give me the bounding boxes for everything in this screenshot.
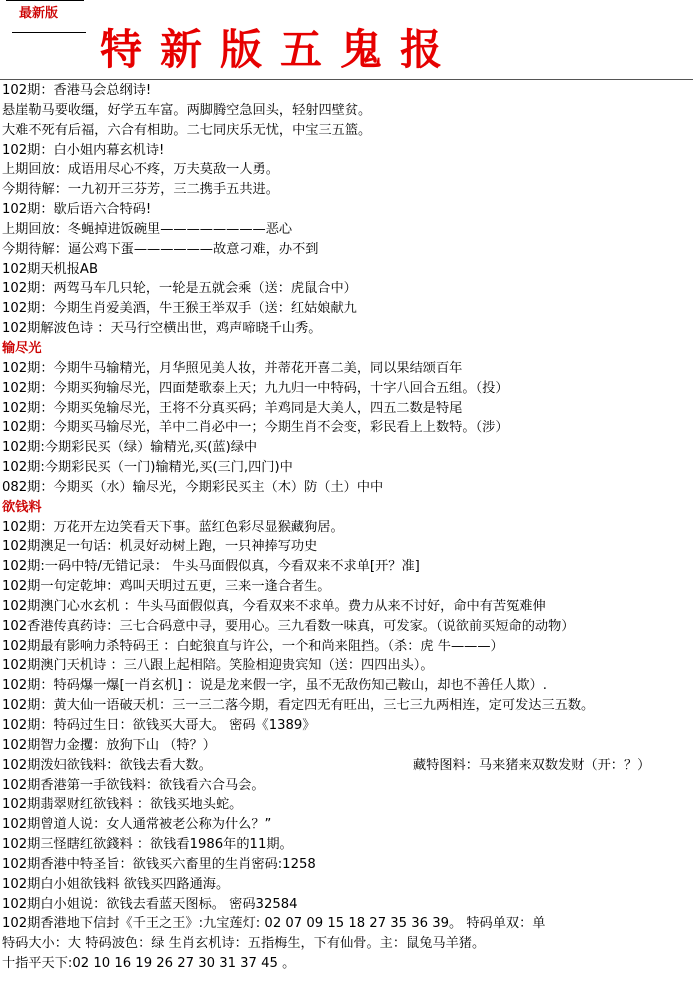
line-text: 102期：今期生肖爱美酒，牛王猴王举双手（送：红姑娘献九: [2, 301, 357, 317]
line-text: 102期：特码爆一爆[一肖玄机] ：说是龙来假一字，虽不无敌伤知己鞍山，却也不善任人欺）.: [2, 678, 547, 694]
line-text: 102期：香港马会总纲诗!: [2, 83, 152, 98]
text-line: [0, 359, 693, 379]
line-text-right: 藏特图料：马来猪来双数发财（开：？）: [413, 757, 651, 773]
line-text: 上期回放：成语用尽心不疼，万夫莫敌一人勇。: [2, 162, 279, 178]
line-text: 102期香港第一手欲钱料：欲钱看六合马会。: [2, 777, 265, 793]
line-text: 102期：今期买马输尽光，羊中二肖必中一；今期生肖不会变，彩民看上上数特。（涉）: [2, 420, 509, 436]
text-line: [0, 577, 693, 597]
text-line: [0, 279, 693, 299]
content-lines: [0, 81, 693, 974]
text-line: [0, 141, 693, 161]
line-text: 102期：今期买狗输尽光，四面楚歌泰上天；九九归一中特码，十字八回合五组。（投）: [2, 380, 509, 396]
line-text: 102期：今期买兔输尽光，王将不分真买码；羊鸡同是大美人，四五二数是特尾: [2, 400, 463, 416]
line-text: 102期：万花开左边笑看天下事。蓝红色彩尽显猴藏狗居。: [2, 519, 344, 535]
line-text: 102期：歇后语六合特码!: [2, 202, 152, 218]
text-line: [0, 557, 693, 577]
badge-underline: [12, 32, 86, 33]
text-line: [0, 895, 693, 915]
line-text: 082期：今期买（水）输尽光，今期彩民买主（木）防（土）中中: [2, 479, 384, 495]
text-line: [0, 815, 693, 835]
text-line: [0, 478, 693, 498]
line-text: 102期：两驾马车几只轮，一轮是五就会乘（送：虎鼠合中）: [2, 281, 357, 297]
text-line: [0, 319, 693, 339]
line-text: 102期澳门心水玄机 ：牛头马面假似真，今看双来不求单。费力从来不讨好，命中有苦冤难伸: [2, 598, 546, 614]
line-text: 102期天机报AB: [2, 261, 98, 277]
line-text: 102期三怪瞎红欲錢料 ：欲钱看1986年的11期。: [2, 837, 293, 853]
line-text: 102期香港中特圣旨：欲钱买六畜里的生肖密码:1258: [2, 856, 316, 872]
line-text: 特码大小：大 特码波色：绿 生肖玄机诗：五指梅生，下有仙骨。主：鼠兔马羊猪。: [2, 936, 486, 952]
line-text: 上期回放：冬蝇掉进饭碗里————————恶心: [2, 221, 293, 237]
line-text: 102期白小姐说：欲钱去看蓝天图标。 密码32584: [2, 896, 298, 912]
text-line: [0, 240, 693, 260]
text-line: [0, 736, 693, 756]
line-text: 102期最有影响力杀特码王 ：白蛇狼直与许公，一个和尚来阻挡。（杀：虎 牛———）: [2, 638, 504, 654]
line-text: 102期翡翠财红欲钱料 ：欲钱买地头蛇。: [2, 797, 243, 813]
text-line: [0, 220, 693, 240]
text-line: [0, 399, 693, 419]
page-title: 特新版五鬼报: [100, 25, 461, 74]
line-text: 输尽光: [2, 340, 42, 356]
line-text: 102期白小姐欲钱料 欲钱买四路通海。: [2, 876, 230, 892]
line-text: 102期泼妇欲钱料：欲钱去看大数。: [2, 757, 212, 773]
text-line: [0, 676, 693, 696]
edition-badge: 最新版: [19, 6, 59, 21]
text-line: [0, 418, 693, 438]
text-line: [0, 101, 693, 121]
section-heading: [0, 339, 693, 359]
text-line: [0, 934, 693, 954]
line-text: 102期香港地下信封《千王之王》:九宝莲灯: 02 07 09 15 18 27 35 36 39。 特码单双：单: [2, 916, 546, 932]
text-line: [0, 180, 693, 200]
line-text: 102期:一码中特/无错记录： 牛头马面假似真，今看双来不求单[开？准]: [2, 559, 420, 575]
text-line: [0, 835, 693, 855]
text-line: [0, 597, 693, 617]
text-line: [0, 875, 693, 895]
line-text: 102期:今期彩民买（绿）输精光,买(蓝)绿中: [2, 440, 258, 456]
text-line: [0, 914, 693, 934]
text-line: [0, 518, 693, 538]
text-line: [0, 537, 693, 557]
line-text: 今期待解：逼公鸡下蛋——————故意刁难，办不到: [2, 241, 319, 257]
line-text: 大难不死有后福，六合有相助。二七同庆乐无忧，中宝三五篮。: [2, 122, 372, 138]
section-heading: [0, 498, 693, 518]
text-line: [0, 855, 693, 875]
title-divider: [0, 79, 693, 80]
text-line: [0, 260, 693, 280]
line-text: 102期：黄大仙一语破天机：三一三二落今期，看定四无有旺出，三七三九两相连，定可发达三五数。: [2, 698, 595, 714]
text-line: [0, 379, 693, 399]
text-line: [0, 160, 693, 180]
line-text: 欲钱料: [2, 499, 42, 515]
line-text: 102期一句定乾坤：鸡叫天明过五更，三来一逢合者生。: [2, 579, 331, 595]
line-text: 十指平天下:02 10 16 19 26 27 30 31 37 45 。: [2, 956, 296, 972]
text-line: [0, 121, 693, 141]
text-line: [0, 200, 693, 220]
line-text: 102期澳足一句话：机灵好动树上跑，一只神捧写功史: [2, 539, 318, 555]
text-line: [0, 696, 693, 716]
text-line: [0, 656, 693, 676]
line-text: 102期：特码过生日：欲钱买大哥大。 密码《1389》: [2, 718, 316, 733]
top-rule: [6, 0, 84, 1]
line-text: 102期解波色诗 ：天马行空横出世，鸡声啼晓千山秀。: [2, 321, 322, 337]
text-line: [0, 438, 693, 458]
line-text: 102期智力金攫：放狗下山 （特？）: [2, 737, 216, 753]
text-line: [0, 637, 693, 657]
text-line: [0, 954, 693, 974]
text-line: [0, 617, 693, 637]
text-line: [0, 716, 693, 736]
line-text: 102期：白小姐内幕玄机诗!: [2, 142, 165, 158]
line-text: 102期:今期彩民买（一门)输精光,买(三门,四门)中: [2, 460, 293, 476]
line-text: 102期：今期牛马输精光，月华照见美人妆，并蒂花开喜二美，同以果结颂百年: [2, 360, 463, 376]
text-line: [0, 756, 693, 776]
text-line: [0, 458, 693, 478]
line-text: 102香港传真药诗：三七合码意中寻，要用心。三九看数一味真，可发家。（说欲前买短命的动物）: [2, 618, 575, 634]
line-text: 今期待解：一九初开三芬芳，三二携手五共进。: [2, 182, 279, 198]
text-line: [0, 81, 693, 101]
line-text: 102期澳门天机诗 ：三八跟上起相陪。笑脸相迎贵宾知（送：四四出头）。: [2, 658, 434, 674]
line-text: 悬崖勒马要收缰，好学五车富。两脚腾空急回头，轻射四壁贫。: [2, 102, 372, 118]
text-line: [0, 795, 693, 815]
text-line: [0, 776, 693, 796]
line-text: 102期曾道人说：女人通常被老公称为什么？”: [2, 817, 272, 833]
text-line: [0, 299, 693, 319]
